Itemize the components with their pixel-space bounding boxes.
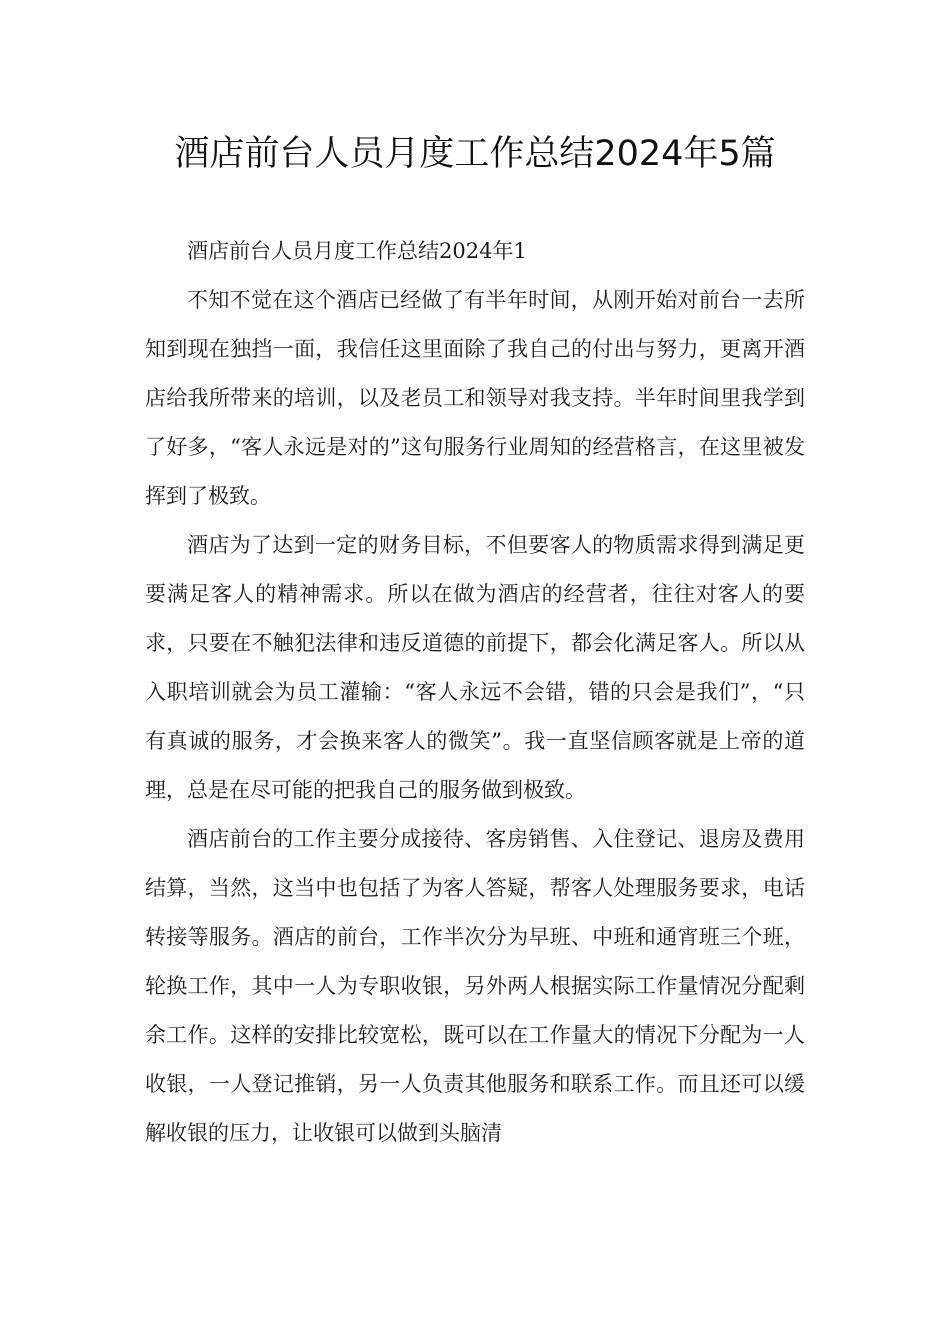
document-body	[145, 227, 805, 1158]
paragraph-3: 酒店前台的工作主要分成接待、客房销售、入住登记、退房及费用结算，当然，这当中也包括了为客人答疑，帮客人处理服务要求，电话转接等服务。酒店的前台，工作半次分为早班、中班和通宵班三个班，轮换工作，其中一人为专职收银，另外两人根据实际工作量情况分配剩余工作。这样的安排比较宽松，既可以在工作量大的情况下分配为一人收银，一人登记推销，另一人负责其他服务和联系工作。而且还可以缓解收银的压力，让收银可以做到头脑清	[145, 827, 805, 1145]
paragraph-1: 不知不觉在这个酒店已经做了有半年时间，从刚开始对前台一去所知到现在独挡一面，我信任这里面除了我自己的付出与努力，更离开酒店给我所带来的培训，以及老员工和领导对我支持。半年时间里我学到了好多，“客人永远是对的”这句服务行业周知的经营格言，在这里被发挥到了极致。	[145, 288, 805, 508]
paragraph-2: 酒店为了达到一定的财务目标，不但要客人的物质需求得到满足更要满足客人的精神需求。所以在做为酒店的经营者，往往对客人的要求，只要在不触犯法律和违反道德的前提下，都会化满足客人。所以从入职培训就会为员工灌输：“客人永远不会错，错的只会是我们”，“只有真诚的服务，才会换来客人的微笑”。我一直坚信顾客就是上帝的道理，总是在尽可能的把我自己的服务做到极致。	[145, 533, 805, 802]
section-heading: 酒店前台人员月度工作总结2024年1	[187, 239, 527, 263]
document-title: 酒店前台人员月度工作总结2024年5篇	[174, 134, 776, 174]
